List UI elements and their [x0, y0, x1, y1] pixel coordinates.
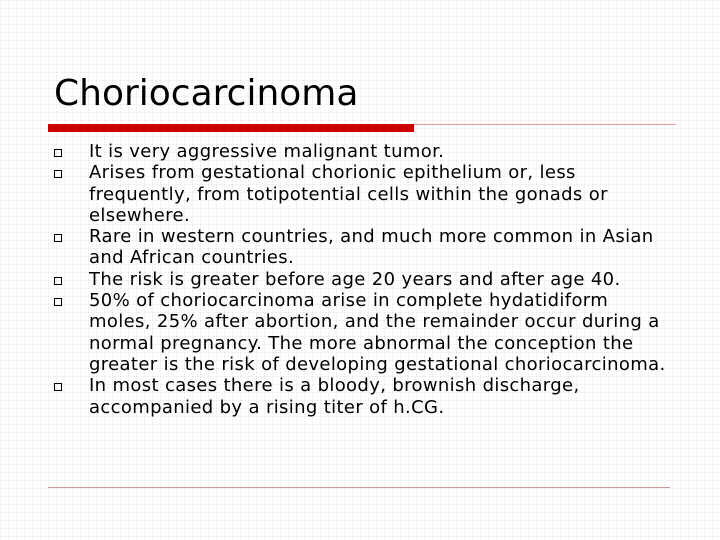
bullet-item	[52, 226, 672, 269]
hollow-square-bullet-icon	[54, 277, 62, 285]
bullet-item	[52, 269, 672, 290]
bullet-item	[52, 290, 672, 375]
bullet-text: In most cases there is a bloody, brownish discharge, accompanied by a rising titer of h.CG.	[89, 375, 580, 418]
bullet-item	[52, 162, 672, 226]
bullet-text: Rare in western countries, and much more common in Asian and African countries.	[89, 226, 654, 269]
hollow-square-bullet-icon	[54, 383, 62, 391]
bullet-item	[52, 141, 672, 162]
bullet-item	[52, 375, 672, 418]
slide-title: Choriocarcinoma	[54, 73, 359, 114]
bullet-list	[52, 141, 672, 418]
bullet-text: Arises from gestational chorionic epithelium or, less frequently, from totipotential cells within the gonads or elsewhere.	[89, 162, 608, 226]
bullet-text: It is very aggressive malignant tumor.	[89, 141, 445, 162]
bullet-text: 50% of choriocarcinoma arise in complete hydatidiform moles, 25% after abortion, and the remainder occur during a normal pregnancy. The more abnormal the conception the greater is the risk of developing gestational choriocarcinoma.	[89, 290, 666, 375]
hollow-square-bullet-icon	[54, 298, 62, 306]
bullet-text: The risk is greater before age 20 years and after age 40.	[89, 268, 621, 290]
hollow-square-bullet-icon	[54, 170, 62, 178]
bottom-rule	[48, 487, 670, 488]
title-accent-bar	[48, 124, 414, 132]
hollow-square-bullet-icon	[54, 234, 62, 242]
hollow-square-bullet-icon	[54, 149, 62, 157]
